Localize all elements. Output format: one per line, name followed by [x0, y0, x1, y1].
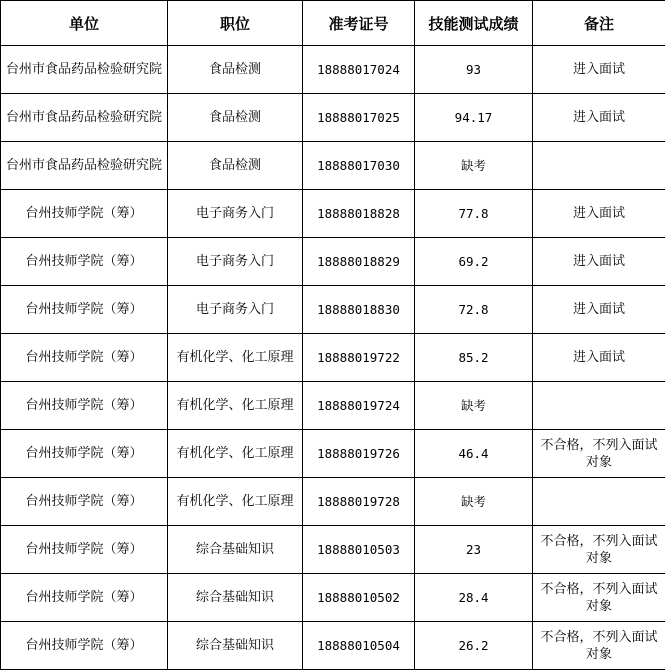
cell-remark: 进入面试 [533, 238, 665, 286]
cell-remark: 不合格，不列入面试对象 [533, 622, 665, 670]
cell-score: 93 [415, 46, 533, 94]
cell-remark: 不合格，不列入面试对象 [533, 574, 665, 622]
header-position: 职位 [168, 1, 303, 46]
cell-remark: 进入面试 [533, 334, 665, 382]
cell-exam-id: 18888019724 [303, 382, 415, 430]
cell-score: 94.17 [415, 94, 533, 142]
cell-unit: 台州技师学院（筹） [1, 382, 168, 430]
cell-score: 77.8 [415, 190, 533, 238]
cell-remark [533, 382, 665, 430]
cell-position: 电子商务入门 [168, 190, 303, 238]
cell-score: 23 [415, 526, 533, 574]
header-score: 技能测试成绩 [415, 1, 533, 46]
header-row [1, 1, 665, 46]
cell-score: 46.4 [415, 430, 533, 478]
cell-exam-id: 18888010503 [303, 526, 415, 574]
cell-unit: 台州技师学院（筹） [1, 526, 168, 574]
table-row [1, 142, 665, 190]
cell-exam-id: 18888010504 [303, 622, 415, 670]
cell-remark: 进入面试 [533, 46, 665, 94]
table-row [1, 430, 665, 478]
cell-exam-id: 18888019722 [303, 334, 415, 382]
cell-exam-id: 18888019726 [303, 430, 415, 478]
cell-score: 缺考 [415, 382, 533, 430]
cell-exam-id: 18888010502 [303, 574, 415, 622]
cell-remark: 进入面试 [533, 286, 665, 334]
table-row [1, 238, 665, 286]
cell-remark [533, 142, 665, 190]
cell-remark: 进入面试 [533, 190, 665, 238]
cell-exam-id: 18888018830 [303, 286, 415, 334]
cell-position: 有机化学、化工原理 [168, 478, 303, 526]
cell-exam-id: 18888017030 [303, 142, 415, 190]
cell-score: 缺考 [415, 142, 533, 190]
cell-unit: 台州市食品药品检验研究院 [1, 142, 168, 190]
cell-exam-id: 18888017025 [303, 94, 415, 142]
table-row [1, 190, 665, 238]
cell-position: 综合基础知识 [168, 574, 303, 622]
cell-position: 食品检测 [168, 46, 303, 94]
cell-unit: 台州市食品药品检验研究院 [1, 94, 168, 142]
table-row [1, 622, 665, 670]
header-remark: 备注 [533, 1, 665, 46]
cell-position: 电子商务入门 [168, 238, 303, 286]
cell-unit: 台州技师学院（筹） [1, 238, 168, 286]
table-row [1, 334, 665, 382]
cell-position: 有机化学、化工原理 [168, 334, 303, 382]
table-body [1, 46, 665, 670]
table-row [1, 382, 665, 430]
cell-position: 有机化学、化工原理 [168, 430, 303, 478]
table-row [1, 46, 665, 94]
cell-score: 85.2 [415, 334, 533, 382]
cell-remark: 不合格，不列入面试对象 [533, 430, 665, 478]
cell-unit: 台州技师学院（筹） [1, 286, 168, 334]
cell-position: 综合基础知识 [168, 622, 303, 670]
cell-position: 有机化学、化工原理 [168, 382, 303, 430]
table-row [1, 478, 665, 526]
cell-unit: 台州技师学院（筹） [1, 574, 168, 622]
cell-unit: 台州技师学院（筹） [1, 334, 168, 382]
cell-unit: 台州技师学院（筹） [1, 478, 168, 526]
cell-exam-id: 18888019728 [303, 478, 415, 526]
cell-score: 28.4 [415, 574, 533, 622]
cell-score: 缺考 [415, 478, 533, 526]
cell-unit: 台州技师学院（筹） [1, 622, 168, 670]
table-row [1, 94, 665, 142]
cell-score: 69.2 [415, 238, 533, 286]
cell-remark: 进入面试 [533, 94, 665, 142]
header-exam-id: 准考证号 [303, 1, 415, 46]
cell-exam-id: 18888017024 [303, 46, 415, 94]
cell-position: 综合基础知识 [168, 526, 303, 574]
cell-unit: 台州技师学院（筹） [1, 430, 168, 478]
header-unit: 单位 [1, 1, 168, 46]
cell-exam-id: 18888018829 [303, 238, 415, 286]
cell-position: 食品检测 [168, 94, 303, 142]
table-row [1, 574, 665, 622]
cell-unit: 台州技师学院（筹） [1, 190, 168, 238]
cell-remark: 不合格，不列入面试对象 [533, 526, 665, 574]
cell-remark [533, 478, 665, 526]
cell-score: 26.2 [415, 622, 533, 670]
cell-position: 电子商务入门 [168, 286, 303, 334]
cell-score: 72.8 [415, 286, 533, 334]
cell-position: 食品检测 [168, 142, 303, 190]
cell-unit: 台州市食品药品检验研究院 [1, 46, 168, 94]
table-row [1, 526, 665, 574]
cell-exam-id: 18888018828 [303, 190, 415, 238]
table-row [1, 286, 665, 334]
